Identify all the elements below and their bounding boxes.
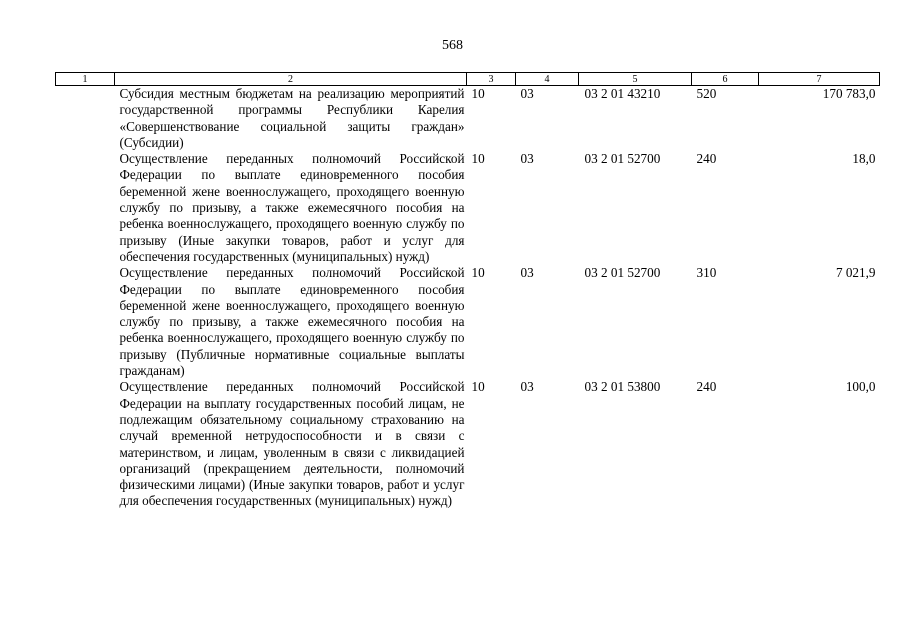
header-col-4: 4 — [516, 73, 579, 86]
row-blank-cell — [56, 265, 115, 379]
table-row — [56, 86, 880, 152]
row-section: 10 — [471, 379, 485, 395]
table-row — [56, 151, 880, 265]
row-description: Осуществление переданных полномочий Российской Федерации на выплату государственных пособий лицам, не подлежащим обязательному социальному страхованию на случай временной нетрудоспособности и в связи с материнством, и лицам, уволенным в связи с ликвидацией организаций (прекращением деятельности, полномочий физическими лицами) (Иные закупки товаров, работ и услуг для обеспечения государственных (муниципальных) нужд) — [119, 379, 465, 509]
row-description: Осуществление переданных полномочий Российской Федерации по выплате единовременного пособия беременной жене военнослужащего, проходящего военную службу по призыву, а также ежемесячного пособия на ребенка военнослужащего, проходящего военную службу по призыву (Публичные нормативные социальные выплаты гражданам) — [119, 265, 465, 379]
table-header — [56, 73, 880, 86]
page-number: 568 — [442, 38, 463, 53]
row-section: 10 — [471, 265, 485, 281]
row-amount: 100,0 — [845, 379, 876, 395]
row-blank-cell — [56, 86, 115, 152]
row-target-article: 03 2 01 43210 — [584, 86, 661, 101]
header-col-2: 2 — [115, 73, 467, 86]
header-col-5: 5 — [579, 73, 692, 86]
row-subsection: 03 — [520, 379, 534, 395]
header-col-3: 3 — [467, 73, 516, 86]
table-row — [56, 379, 880, 509]
row-amount: 170 783,0 — [822, 86, 876, 101]
row-target-article: 03 2 01 53800 — [584, 379, 661, 395]
row-description: Субсидия местным бюджетам на реализацию мероприятий государственной программы Республики Карелия «Совершенствование социальной защиты граждан» (Субсидии) — [119, 86, 465, 150]
header-col-6: 6 — [692, 73, 759, 86]
row-expense-type: 240 — [696, 151, 717, 167]
budget-table — [55, 72, 880, 510]
row-amount: 7 021,9 — [835, 265, 876, 281]
table-body — [56, 86, 880, 510]
row-amount: 18,0 — [852, 151, 876, 167]
row-expense-type: 240 — [696, 379, 717, 395]
row-target-article: 03 2 01 52700 — [584, 265, 661, 281]
row-subsection: 03 — [520, 265, 534, 281]
header-row — [56, 73, 880, 86]
table-row — [56, 265, 880, 379]
row-subsection: 03 — [520, 86, 534, 101]
row-blank-cell — [56, 151, 115, 265]
header-col-1: 1 — [56, 73, 115, 86]
row-section: 10 — [471, 151, 485, 167]
header-col-7: 7 — [759, 73, 880, 86]
row-target-article: 03 2 01 52700 — [584, 151, 661, 167]
row-section: 10 — [471, 86, 485, 101]
row-description: Осуществление переданных полномочий Российской Федерации по выплате единовременного пособия беременной жене военнослужащего, проходящего военную службу по призыву, а также ежемесячного пособия на ребенка военнослужащего, проходящего военную службу по призыву (Иные закупки товаров, работ и услуг для обеспечения государственных (муниципальных) нужд) — [119, 151, 465, 264]
row-expense-type: 310 — [696, 265, 717, 281]
row-blank-cell — [56, 379, 115, 509]
row-expense-type: 520 — [696, 86, 717, 101]
row-subsection: 03 — [520, 151, 534, 167]
